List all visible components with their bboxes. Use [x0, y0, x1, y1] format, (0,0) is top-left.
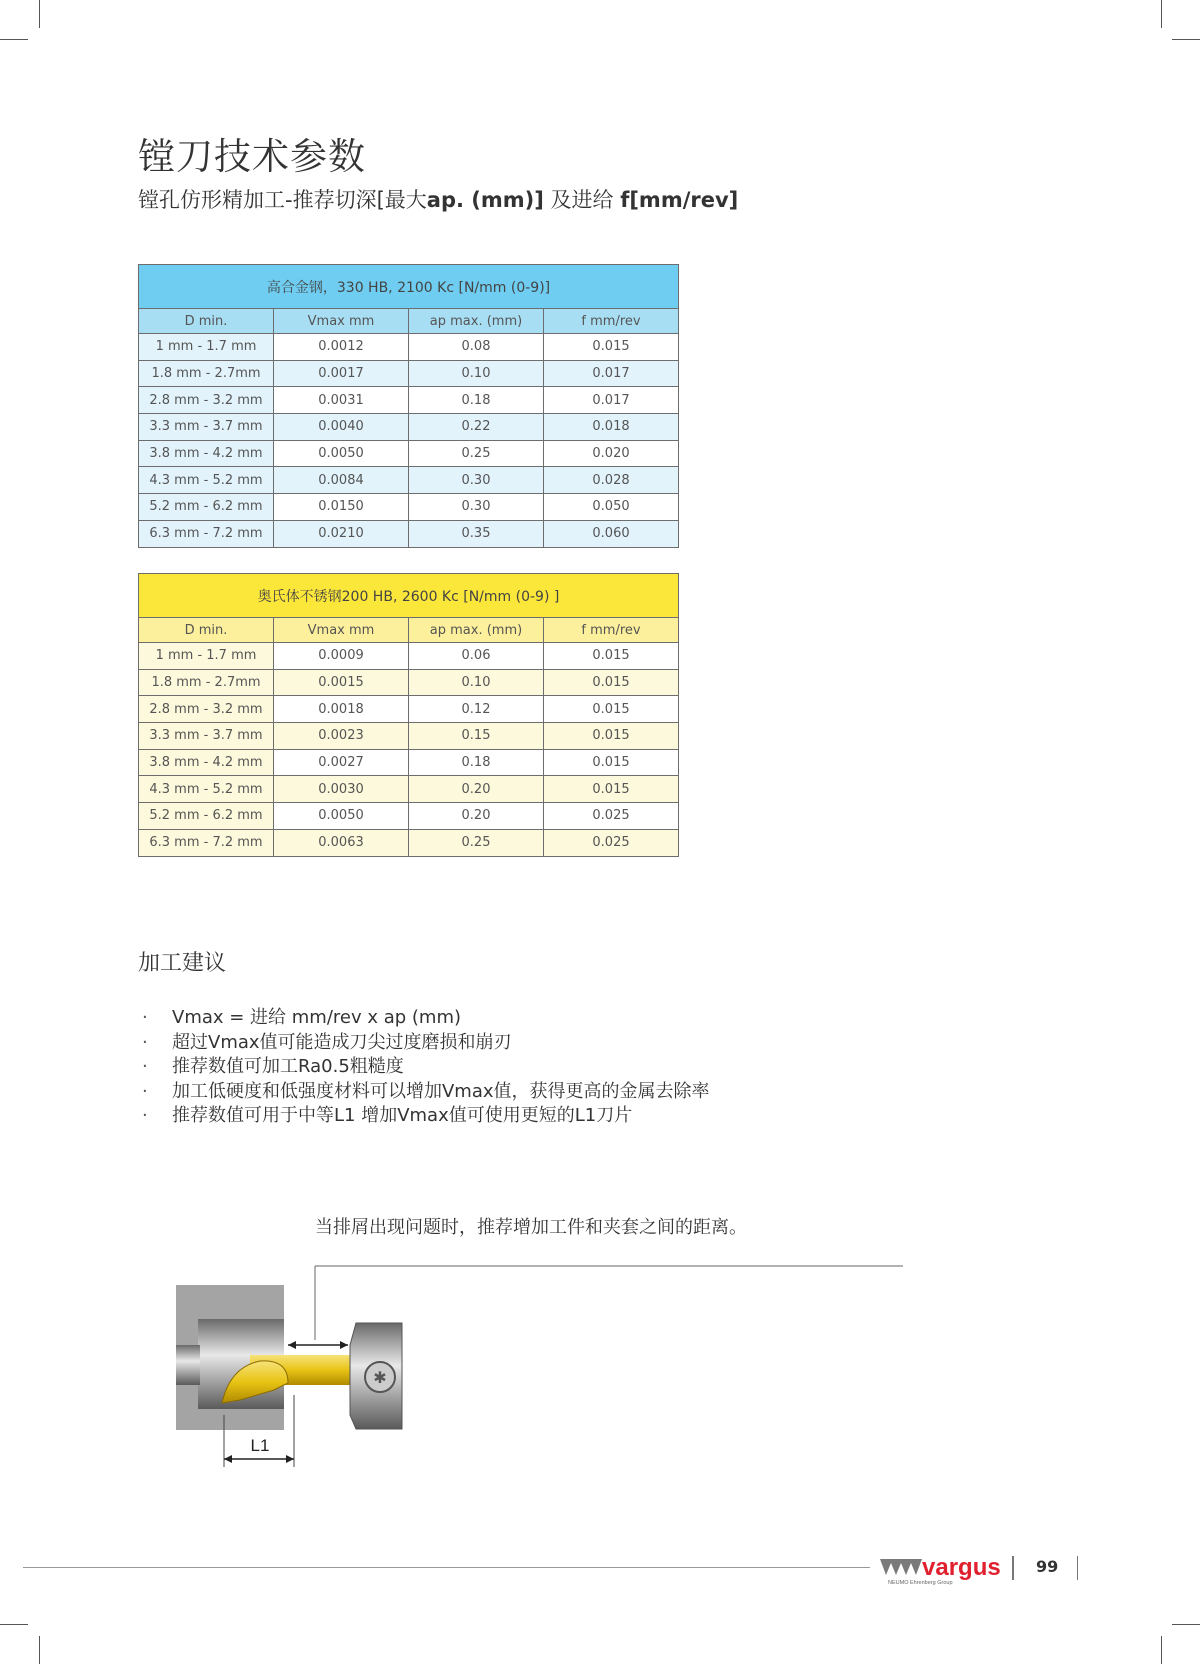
table-row — [139, 494, 679, 521]
subtitle-text: 及进给 — [543, 188, 621, 212]
svg-text:✱: ✱ — [373, 1368, 387, 1387]
table-cell: 0.015 — [544, 749, 679, 776]
table-cell: 3.3 mm - 3.7 mm — [139, 723, 274, 750]
column-header: D min. — [139, 309, 274, 334]
table-cell: 0.22 — [409, 414, 544, 441]
diagram-caption: 当排屑出现问题时，推荐增加工件和夹套之间的距离。 — [315, 1217, 747, 1238]
vargus-logo — [878, 1553, 1008, 1587]
table-row — [139, 467, 679, 494]
table-cell: 0.017 — [544, 360, 679, 387]
table-cell: 0.25 — [409, 829, 544, 856]
table-cell: 1.8 mm - 2.7mm — [139, 669, 274, 696]
advice-item: · 超过Vmax值可能造成刀尖过度磨损和崩刃 — [142, 1031, 710, 1056]
crop-mark — [1172, 1624, 1200, 1625]
table-cell: 0.0015 — [274, 669, 409, 696]
table-cell: 0.0030 — [274, 776, 409, 803]
subtitle-bold: ap. (mm)] — [426, 188, 544, 212]
table-cell: 6.3 mm - 7.2 mm — [139, 829, 274, 856]
table-cell: 0.08 — [409, 334, 544, 361]
table-cell: 3.3 mm - 3.7 mm — [139, 414, 274, 441]
table-cell: 0.018 — [544, 414, 679, 441]
table-cell: 3.8 mm - 4.2 mm — [139, 440, 274, 467]
table-row — [139, 723, 679, 750]
table-cell: 0.017 — [544, 387, 679, 414]
crop-mark — [39, 1636, 40, 1664]
table-cell: 0.0050 — [274, 803, 409, 830]
table-cell: 0.0210 — [274, 520, 409, 547]
crop-mark — [1161, 1636, 1162, 1664]
advice-heading: 加工建议 — [138, 951, 227, 976]
table-cell: 0.0031 — [274, 387, 409, 414]
table-row — [139, 334, 679, 361]
table-cell: 0.0027 — [274, 749, 409, 776]
crop-mark — [0, 39, 28, 40]
column-header: f mm/rev — [544, 618, 679, 643]
table-title: 高合金钢，330 HB, 2100 Kc [N/mm (0-9)] — [139, 265, 679, 309]
column-header: f mm/rev — [544, 309, 679, 334]
table-cell: 0.015 — [544, 669, 679, 696]
table-cell: 0.050 — [544, 494, 679, 521]
advice-item: · 加工低硬度和低强度材料可以增加Vmax值，获得更高的金属去除率 — [142, 1080, 710, 1105]
table-cell: 4.3 mm - 5.2 mm — [139, 776, 274, 803]
footer-rule — [23, 1567, 870, 1568]
table-cell: 0.10 — [409, 669, 544, 696]
table-cell: 0.25 — [409, 440, 544, 467]
page-subtitle — [138, 184, 738, 214]
footer-divider — [1012, 1556, 1014, 1580]
table-cell: 0.0009 — [274, 643, 409, 670]
column-header: Vmax mm — [274, 309, 409, 334]
column-header-row — [139, 618, 679, 643]
table-row — [139, 387, 679, 414]
table-row — [139, 696, 679, 723]
subtitle-bold: f[mm/rev] — [620, 188, 739, 212]
page-title: 镗刀技术参数 — [138, 135, 366, 178]
table-cell: 0.0018 — [274, 696, 409, 723]
column-header: D min. — [139, 618, 274, 643]
subtitle-text: 镗孔仿形精加工-推荐切深[最大 — [138, 188, 427, 212]
table-cell: 0.0040 — [274, 414, 409, 441]
table-cell: 0.06 — [409, 643, 544, 670]
table-cell: 0.015 — [544, 776, 679, 803]
high-alloy-steel-table — [138, 264, 679, 548]
column-header: ap max. (mm) — [409, 618, 544, 643]
table-cell: 0.18 — [409, 387, 544, 414]
table-cell: 3.8 mm - 4.2 mm — [139, 749, 274, 776]
column-header: Vmax mm — [274, 618, 409, 643]
crop-mark — [39, 0, 40, 28]
table-cell: 1 mm - 1.7 mm — [139, 643, 274, 670]
table-row — [139, 440, 679, 467]
table-cell: 0.028 — [544, 467, 679, 494]
svg-text:vargus: vargus — [922, 1554, 1001, 1581]
table-cell: 0.060 — [544, 520, 679, 547]
crop-mark — [0, 1624, 28, 1625]
table-cell: 0.20 — [409, 803, 544, 830]
table-row — [139, 520, 679, 547]
advice-list — [142, 1006, 710, 1129]
table-cell: 5.2 mm - 6.2 mm — [139, 494, 274, 521]
page-number: 99 — [1036, 1557, 1059, 1576]
table-cell: 0.0023 — [274, 723, 409, 750]
table-row — [139, 643, 679, 670]
table-cell: 4.3 mm - 5.2 mm — [139, 467, 274, 494]
footer-divider — [1077, 1556, 1078, 1580]
table-row — [139, 414, 679, 441]
svg-text:NEUMO Ehrenberg Group: NEUMO Ehrenberg Group — [888, 1580, 953, 1586]
table-cell: 0.30 — [409, 467, 544, 494]
l1-label: L1 — [250, 1436, 270, 1455]
table-row — [139, 669, 679, 696]
austenitic-stainless-table — [138, 573, 679, 857]
advice-item: · 推荐数值可加工Ra0.5粗糙度 — [142, 1055, 710, 1080]
table-row — [139, 829, 679, 856]
table-cell: 0.12 — [409, 696, 544, 723]
table-cell: 0.0050 — [274, 440, 409, 467]
table-cell: 0.025 — [544, 829, 679, 856]
advice-item: · 推荐数值可用于中等L1 增加Vmax值可使用更短的L1刀片 — [142, 1104, 710, 1129]
table-cell: 0.0150 — [274, 494, 409, 521]
table-cell: 0.020 — [544, 440, 679, 467]
column-header-row — [139, 309, 679, 334]
table-cell: 0.025 — [544, 803, 679, 830]
table-cell: 0.0012 — [274, 334, 409, 361]
table-title: 奥氏体不锈钢200 HB, 2600 Kc [N/mm (0-9) ] — [139, 574, 679, 618]
advice-item: · Vmax = 进给 mm/rev x ap (mm) — [142, 1006, 710, 1031]
crop-mark — [1172, 39, 1200, 40]
table-cell: 1 mm - 1.7 mm — [139, 334, 274, 361]
table-row — [139, 803, 679, 830]
table-row — [139, 776, 679, 803]
table-cell: 6.3 mm - 7.2 mm — [139, 520, 274, 547]
table-cell: 5.2 mm - 6.2 mm — [139, 803, 274, 830]
table-cell: 0.015 — [544, 643, 679, 670]
table-cell: 0.10 — [409, 360, 544, 387]
table-cell: 0.20 — [409, 776, 544, 803]
table-cell: 0.18 — [409, 749, 544, 776]
table-row — [139, 749, 679, 776]
table-cell: 0.0063 — [274, 829, 409, 856]
boring-tool-diagram — [170, 1255, 910, 1475]
table-cell: 2.8 mm - 3.2 mm — [139, 696, 274, 723]
table-cell: 0.35 — [409, 520, 544, 547]
table-cell: 0.0084 — [274, 467, 409, 494]
table-cell: 2.8 mm - 3.2 mm — [139, 387, 274, 414]
table-cell: 0.0017 — [274, 360, 409, 387]
table-cell: 0.015 — [544, 723, 679, 750]
crop-mark — [1161, 0, 1162, 28]
table-cell: 1.8 mm - 2.7mm — [139, 360, 274, 387]
table-row — [139, 360, 679, 387]
column-header: ap max. (mm) — [409, 309, 544, 334]
table-cell: 0.15 — [409, 723, 544, 750]
table-cell: 0.30 — [409, 494, 544, 521]
table-cell: 0.015 — [544, 696, 679, 723]
table-cell: 0.015 — [544, 334, 679, 361]
